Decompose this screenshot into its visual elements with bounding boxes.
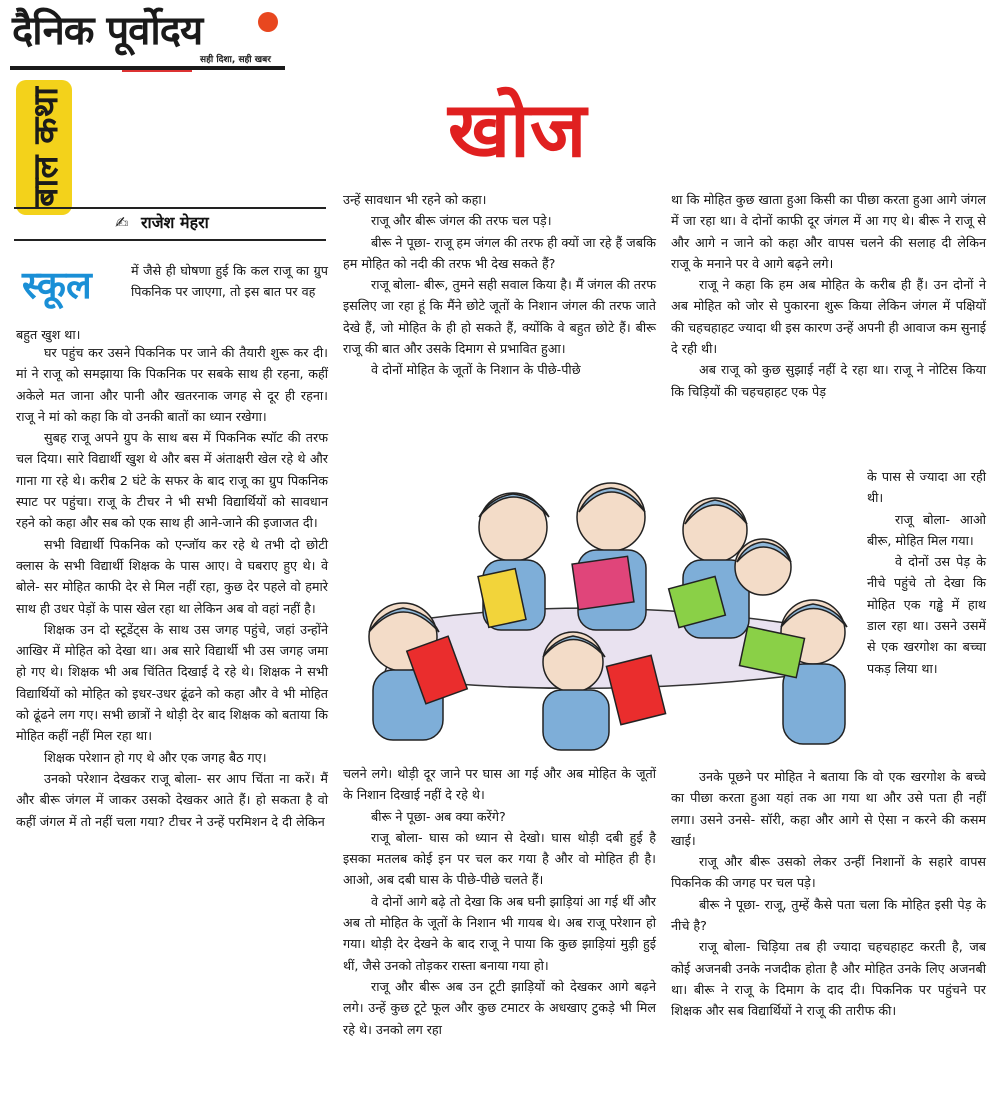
paragraph: था कि मोहित कुछ खाता हुआ किसी का पीछा करता हुआ आगे जंगल में जा रहा था। वे दोनों काफी दूर जंगल में आ गए थे। बीरू ने राजू से और आगे न जाने को कहा और वापस चलने की सलाह दी लेकिन राजू के मनाने पर वे आगे बढ़ने लगे। (671, 192, 986, 271)
paragraph: के पास से ज्यादा आ रही थी। (867, 469, 986, 506)
masthead-title: दैनिक पूर्वोदय (12, 8, 203, 54)
paragraph: राजू और बीरू उसको लेकर उन्हीं निशानों के सहारे वापस पिकनिक की जगह पर चल पड़े। (671, 854, 986, 891)
masthead-logo-dot (258, 12, 278, 32)
paragraph: वे दोनों उस पेड़ के नीचे पहुंचे तो देखा कि मोहित एक गड्ढे में हाथ डाल रहा था। उसने उसमें से एक खरगोश का बच्चा पकड़ लिया था। (867, 554, 986, 676)
byline: राजेश मेहरा (141, 213, 209, 232)
paragraph: बीरू ने पूछा- अब क्या करेंगे? (371, 808, 506, 824)
paragraph: उन्हें सावधान भी रहने को कहा। (343, 192, 487, 207)
paragraph: चलने लगे। थोड़ी दूर जाने पर घास आ गई और अब मोहित के जूतों के निशान दिखाई नहीं दे रहे थे। (343, 766, 656, 803)
paragraph: राजू और बीरू अब उन टूटी झाड़ियों को देखकर आगे बढ़ने लगे। उन्हें कुछ टूटे फूल और कुछ टमाटर के अधखाए टुकड़े भी मिल रहे थे। उनको लग रहा (343, 978, 656, 1037)
headline: खोज (448, 85, 587, 174)
paragraph: उनके पूछने पर मोहित ने बताया कि वो एक खरगोश के बच्चे का पीछा करता हुआ यहां तक आ गया था और उसे पता ही नहीं लगा। उसने उनसे- सॉरी, कहा और आगे से ऐसा न करने की कसम खाई। (671, 769, 986, 848)
paragraph: राजू बोला- चिड़िया तब ही ज्यादा चहचहाहट करती है, जब कोई अजनबी उनके नजदीक होता है और मोहित उनके लिए अजनबी था। बीरू ने राजू के दिमाग के दाद दी। पिकनिक पर पहुंचने पर शिक्षक और सब विद्यार्थियों ने राजू की तारीफ की। (671, 939, 986, 1019)
paragraph: बीरू ने पूछा- राजू हम जंगल की तरफ ही क्यों जा रहे हैं जबकि हम मोहित को नदी की तरफ भी देख सकते हैं? (343, 234, 656, 271)
article-column-1 (16, 342, 328, 832)
paragraph: राजू बोला- आओ बीरू, मोहित मिल गया। (867, 511, 986, 548)
byline-rule-bottom (14, 239, 326, 241)
paragraph: शिक्षक उन दो स्टूडेंट्स के साथ उस जगह पहुंचे, जहां उन्होंने आखिर में मोहित को देखा था। अब सारे विद्यार्थी भी उस जगह जमा हो गए थे। शिक्षक भी अब चिंतित दिखाई दे रहे थे। शिक्षक ने सभी विद्यार्थियों को मोहित को इधर-उधर ढूंढने को कहा और वे भी मोहित को ढूंढने लग गए। सभी छात्रों ने थोड़ी देर बाद शिक्षक को बताया कि मोहित कहीं नहीं मिल रहा था। (16, 621, 328, 744)
paragraph: राजू और बीरू जंगल की तरफ चल पड़े। (371, 213, 552, 229)
drop-word: स्कूल (22, 263, 92, 307)
article-column-2-bottom (343, 763, 656, 1040)
paragraph: वे दोनों मोहित के जूतों के निशान के पीछे-पीछे (371, 362, 581, 378)
article-column-3-top (671, 189, 986, 402)
article-column-3-bottom (671, 766, 986, 1022)
paragraph: सभी विद्यार्थी पिकनिक को एन्जॉय कर रहे थे तभी दो छोटी क्लास के सभी विद्यार्थी शिक्षक के पास आए। वे घबराए हुए थे। वे बोले- सर मोहित काफी देर से मिल नहीं रहा, कुछ देर पहले वो हमारे साथ ही उधर पेड़ों के पास खेल रहा था लेकिन अब वो वहां नहीं है। (16, 536, 328, 616)
paragraph: उनको परेशान देखकर राजू बोला- सर आप चिंता ना करें। मैं और बीरू जंगल में जाकर उसको देखकर आते हैं। हो सकता है वो कहीं जंगल में तो नहीं चला गया? टीचर ने उन्हें परमिशन दे दी लेकिन (16, 770, 328, 829)
children-reading-illustration (343, 472, 851, 752)
paragraph: राजू बोला- घास को ध्यान से देखो। घास थोड़ी दबी हुई है इसका मतलब कोई इन पर चल कर गया है और वो मोहित ही है। आओ, अब दबी घास के पीछे-पीछे चलते हैं। (343, 829, 656, 888)
masthead-tagline: सही दिशा, सही खबर (200, 55, 271, 65)
paragraph: वे दोनों आगे बढ़े तो देखा कि अब घनी झाड़ियां आ गई थीं और अब तो मोहित के जूतों के निशान भी गायब थे। अब राजू परेशान हो गया। थोड़ी देर देखने के बाद राजू ने पाया कि कुछ झाड़ियां मुड़ी हुई थीं, जैसे उनको तोड़कर रास्ता बनाया गया हो। (343, 893, 656, 973)
section-label: बाल कथा (26, 87, 66, 207)
paragraph: राजू ने कहा कि हम अब मोहित के करीब ही हैं। उन दोनों ने अब मोहित को जोर से पुकारना शुरू किया लेकिन जंगल में पक्षियों की चहचहाहट ज्यादा थी इस कारण उन्हें अपनी ही आवाज कम सुनाई दे रही थी। (671, 277, 986, 357)
pen-icon: ✍ (115, 213, 129, 232)
intro-text-end: बहुत खुश था। (16, 327, 81, 342)
paragraph: बीरू ने पूछा- राजू, तुम्हें कैसे पता चला कि मोहित इसी पेड़ के नीचे है? (671, 896, 986, 934)
intro-text: में जैसे ही घोषणा हुई कि कल राजू का ग्रुप पिकनिक पर जाएगा, तो इस बात पर वह (131, 263, 328, 300)
byline-rule-top (14, 207, 326, 209)
masthead-accent-rule (122, 70, 192, 72)
article-column-3-side (867, 466, 986, 679)
paragraph: शिक्षक परेशान हो गए थे और एक जगह बैठ गए। (44, 749, 267, 765)
paragraph: सुबह राजू अपने ग्रुप के साथ बस में पिकनिक स्पॉट की तरफ चल दिया। सारे विद्यार्थी खुश थे और बस में अंताक्षरी खेल रहे थे और गाना गा रहे थे। करीब 2 घंटे के सफर के बाद राजू का ग्रुप पिकनिक स्पाट पर पहुंचा। राजू के टीचर ने भी सभी विद्यार्थियों को सावधान रहने को कहा और सब को एक साथ ही आने-जाने की इजाजत दी। (16, 430, 328, 531)
paragraph: राजू बोला- बीरू, तुमने सही सवाल किया है। मैं जंगल की तरफ इसलिए जा रहा हूं कि मैंने छोटे जूतों के निशान जंगल की तरफ जाते देखे हैं, जो मोहित के ही हो सकते हैं, क्योंकि वे बहुत छोटे हैं। बीरू राजू की बात और उसके दिमाग से प्रभावित हुआ। (343, 277, 656, 357)
article-column-2-top (343, 189, 656, 381)
paragraph: घर पहुंच कर उसने पिकनिक पर जाने की तैयारी शुरू कर दी। मां ने राजू को समझाया कि पिकनिक पर सबके साथ ही रहना, कहीं अकेले मत जाना और पानी और खतरनाक जगह से दूर ही रहना। राजू ने मां को कहा कि वो उनकी बातों का ध्यान रखेगा। (16, 345, 328, 424)
paragraph: अब राजू को कुछ सुझाई नहीं दे रहा था। राजू ने नोटिस किया कि चिड़ियों की चहचहाहट एक पेड़ (671, 362, 986, 399)
